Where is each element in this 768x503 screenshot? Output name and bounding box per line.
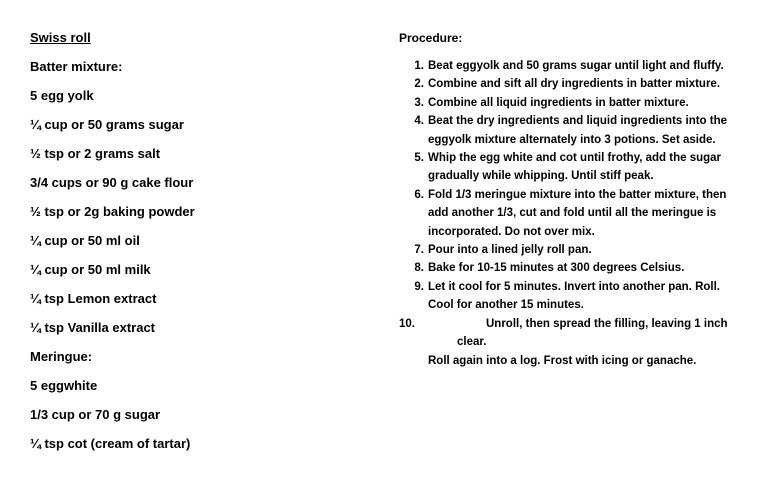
- step-number: 1.: [414, 60, 424, 72]
- step-number: 5.: [414, 152, 424, 165]
- step-text-line: Cool for another 15 minutes.: [428, 299, 584, 312]
- step-text-line: gradually while whipping. Until stiff peak.: [428, 170, 654, 183]
- step-text-line: incorporated. Do not over mix.: [428, 225, 595, 238]
- ingredient-item: ¼ tsp Lemon extract: [30, 291, 157, 306]
- ingredient-item: 5 eggwhite: [30, 378, 98, 393]
- ingredient-item: ½ tsp or 2g baking powder: [30, 204, 195, 219]
- step-number: 2.: [414, 78, 424, 91]
- ingredient-item: ¼ tsp Vanilla extract: [30, 320, 156, 335]
- ingredient-item: ¼ cup or 50 ml oil: [30, 233, 140, 248]
- recipe-title: Swiss roll: [30, 30, 91, 45]
- procedure-step: [399, 278, 749, 315]
- step-number: 3.: [414, 96, 424, 109]
- ingredient-item: ½ tsp or 2 grams salt: [30, 146, 161, 161]
- procedure-step: [399, 149, 749, 186]
- step-number: 7.: [414, 244, 424, 257]
- ingredient-item: ¼ tsp cot (cream of tartar): [30, 436, 191, 451]
- step-text: Unroll, then spread the filling, leaving 1 inch clear.: [457, 317, 728, 349]
- ingredients-column: [30, 29, 370, 464]
- procedure-column: [399, 30, 749, 370]
- ingredient-item: 3/4 cups or 90 g cake flour: [30, 175, 194, 190]
- step-number: 6.: [414, 188, 424, 201]
- meringue-heading: Meringue:: [30, 349, 93, 364]
- step-number: 10.: [399, 317, 415, 330]
- ingredient-item: ¼ cup or 50 ml milk: [30, 262, 151, 277]
- procedure-step: [399, 186, 749, 241]
- procedure-heading: Procedure:: [399, 31, 463, 45]
- procedure-step: [399, 94, 749, 112]
- procedure-step: [399, 259, 749, 277]
- step-number: 9.: [414, 280, 424, 293]
- step-text-line: Bake for 10-15 minutes at 300 degrees Celsius.: [428, 262, 685, 275]
- ingredient-item: 1/3 cup or 70 g sugar: [30, 407, 161, 422]
- step-text-line: Let it cool for 5 minutes. Invert into another pan. Roll.: [428, 280, 720, 293]
- ingredient-item: ¼ cup or 50 grams sugar: [30, 117, 184, 132]
- step-text-line: Combine and sift all dry ingredients in batter mixture.: [428, 78, 721, 91]
- step-text-line: Whip the egg white and cot until frothy, add the sugar: [428, 152, 722, 165]
- procedure-step: [399, 57, 749, 75]
- step-text-line: Fold 1/3 meringue mixture into the batter mixture, then: [428, 188, 727, 201]
- step-text-line: add another 1/3, cut and fold until all the meringue is: [428, 207, 717, 220]
- step-number: 4.: [414, 115, 424, 128]
- step-text-line: Combine all liquid ingredients in batter mixture.: [428, 96, 689, 109]
- procedure-step: [399, 315, 749, 370]
- step-text-line: Beat the dry ingredients and liquid ingredients into the: [428, 115, 728, 128]
- procedure-step: [399, 241, 749, 259]
- step-text-line: Roll again into a log. Frost with icing or ganache.: [428, 354, 697, 367]
- step-text-line: [428, 315, 749, 352]
- procedure-step: [399, 75, 749, 93]
- ingredient-item: 5 egg yolk: [30, 88, 94, 103]
- step-text-line: Beat eggyolk and 50 grams sugar until light and fluffy.: [428, 60, 724, 72]
- procedure-step: [399, 112, 749, 149]
- step-number: 8.: [414, 262, 424, 275]
- batter-heading: Batter mixture:: [30, 59, 123, 74]
- step-text-line: eggyolk mixture alternately into 3 potions. Set aside.: [428, 133, 716, 146]
- step-text-line: Pour into a lined jelly roll pan.: [428, 244, 592, 257]
